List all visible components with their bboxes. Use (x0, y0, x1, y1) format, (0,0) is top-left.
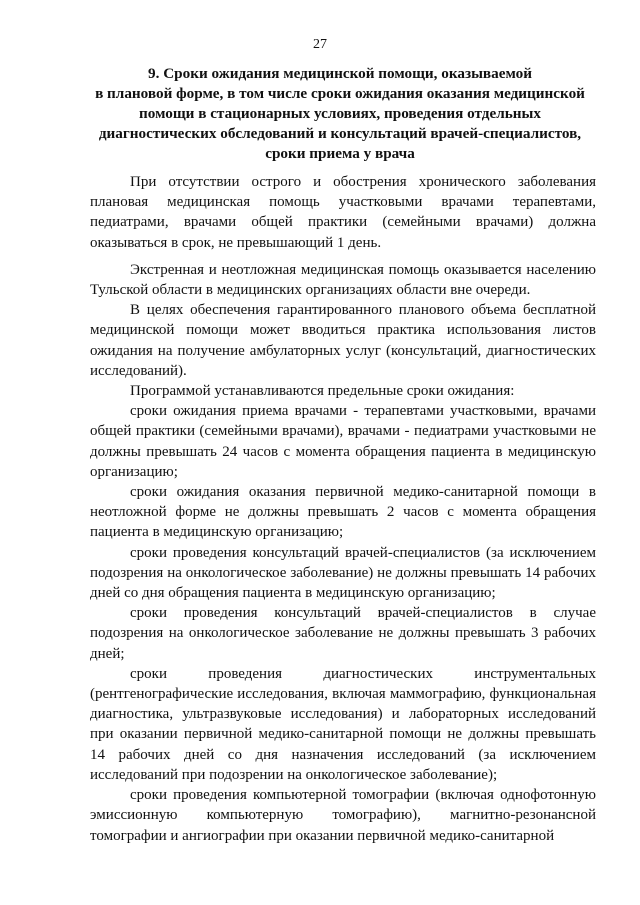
heading-line: сроки приема у врача (265, 145, 415, 162)
paragraph: сроки проведения консультаций врачей-специалистов в случае подозрения на онкологическое заболевание не должны превышать 3 рабочих дней; (90, 605, 596, 662)
paragraph: сроки ожидания оказания первичной медико-санитарной помощи в неотложной форме не должны превышать 2 часов с момента обращения пациента в медицинскую организацию; (90, 484, 596, 541)
heading-line: в плановой форме, в том числе сроки ожидания оказания медицинской (95, 85, 585, 102)
paragraph: Экстренная и неотложная медицинская помощь оказывается населению Тульской области в медицинских организациях области вне очереди. (90, 261, 596, 299)
body-text (90, 172, 596, 846)
heading-line: помощи в стационарных условиях, проведения отдельных (139, 105, 541, 122)
paragraph: сроки проведения диагностических инструментальных (рентгенографические исследования, включая маммографию, функциональная диагностика, ультразвуковые исследования) и лабораторных исследований при оказании первичной медико-санитарной помощи не должны превышать 14 рабочих дней со дня назначения исследований (за исключением исследований при подозрении на онкологическое заболевание); (90, 665, 596, 783)
paragraph: Программой устанавливаются предельные сроки ожидания: (130, 383, 515, 400)
heading-line: 9. Сроки ожидания медицинской помощи, оказываемой (148, 65, 532, 82)
paragraph: сроки ожидания приема врачами - терапевтами участковыми, врачами общей практики (семейными врачами), врачами - педиатрами участковыми не должны превышать 24 часов с момента обращения пациента в медицинскую организацию; (90, 403, 596, 480)
page-number: 27 (313, 37, 327, 52)
paragraph: В целях обеспечения гарантированного планового объема бесплатной медицинской помощи может вводиться практика использования листов ожидания на получение амбулаторных услуг (консультаций, диагностических исследований). (90, 302, 596, 379)
section-heading (90, 64, 590, 164)
heading-line: диагностических обследований и консультаций врачей-специалистов, (98, 125, 582, 142)
paragraph: При отсутствии острого и обострения хронического заболевания плановая медицинская помощь участковыми врачами терапевтами, педиатрами, врачами общей практики (семейными врачами) должна оказываться в срок, не превышающий 1 день. (90, 174, 596, 251)
paragraph: сроки проведения компьютерной томографии (включая однофотонную эмиссионную компьютерную томографию), магнитно-резонансной томографии и ангиографии при оказании первичной медико-санитарной (90, 787, 596, 844)
paragraph: сроки проведения консультаций врачей-специалистов (за исключением подозрения на онкологическое заболевание) не должны превышать 14 рабочих дней со дня обращения пациента в медицинскую организацию; (90, 544, 596, 602)
